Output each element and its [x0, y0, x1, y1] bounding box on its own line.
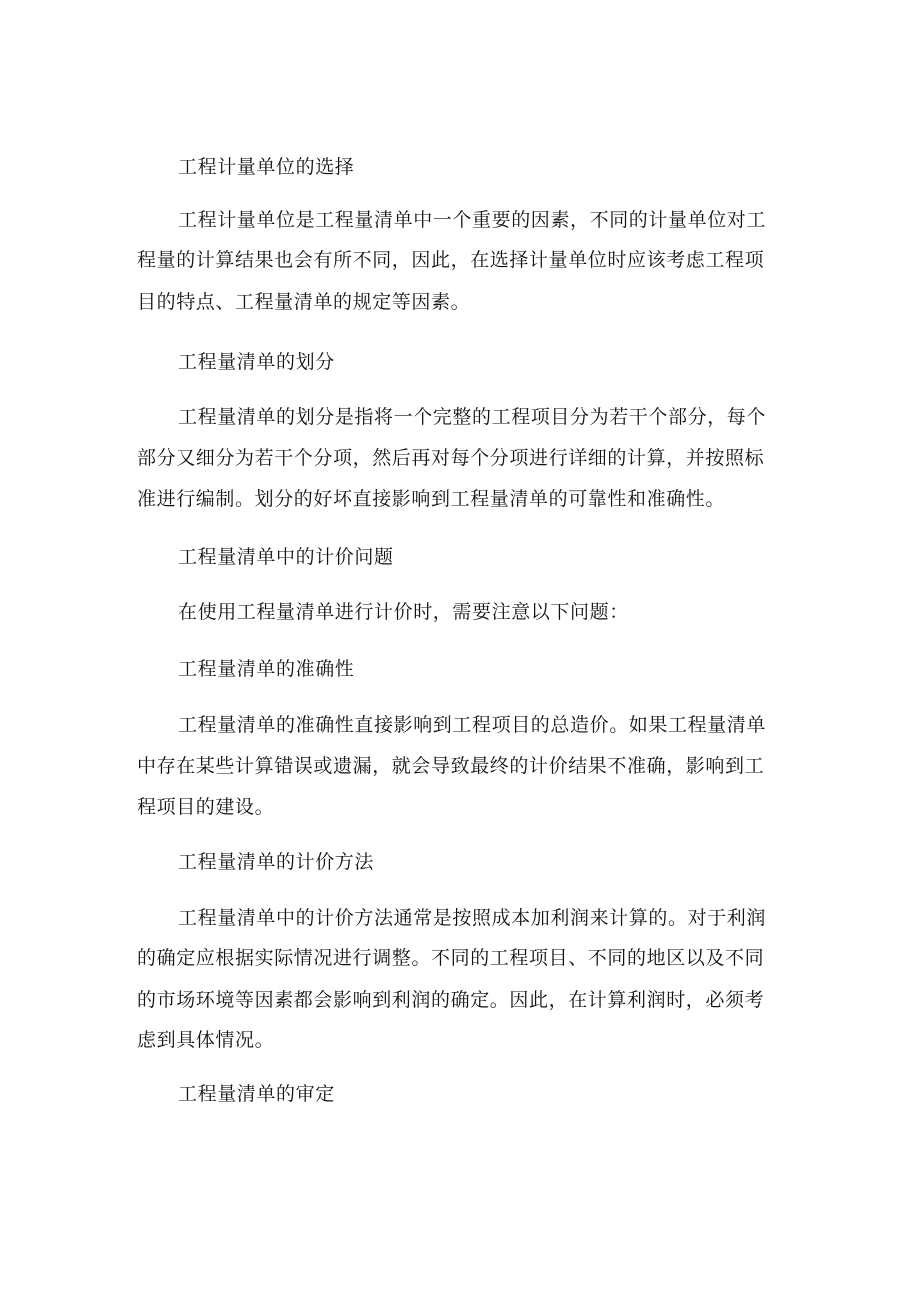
paragraph-line: 部分又细分为若干个分项，然后再对每个分项进行详细的计算，并按照标	[137, 447, 765, 469]
heading-accuracy: 工程量清单的准确性	[178, 658, 355, 680]
paragraph-line: 的确定应根据实际情况进行调整。不同的工程项目、不同的地区以及不同	[137, 947, 765, 969]
paragraph-line: 工程计量单位是工程量清单中一个重要的因素，不同的计量单位对工	[178, 209, 767, 231]
paragraph-line: 工程量清单的划分是指将一个完整的工程项目分为若干个部分，每个	[178, 406, 767, 428]
paragraph-line: 目的特点、工程量清单的规定等因素。	[137, 291, 471, 313]
heading-review: 工程量清单的审定	[178, 1083, 335, 1105]
paragraph-line: 中存在某些计算错误或遗漏，就会导致最终的计价结果不准确，影响到工	[137, 755, 765, 777]
heading-unit-selection: 工程计量单位的选择	[178, 156, 355, 178]
paragraph-line: 在使用工程量清单进行计价时，需要注意以下问题：	[178, 601, 629, 623]
paragraph-line: 工程量清单的准确性直接影响到工程项目的总造价。如果工程量清单	[178, 714, 767, 736]
heading-pricing-issues: 工程量清单中的计价问题	[178, 546, 394, 568]
paragraph-line: 准进行编制。划分的好坏直接影响到工程量清单的可靠性和准确性。	[137, 488, 726, 510]
paragraph-line: 程量的计算结果也会有所不同，因此，在选择计量单位时应该考虑工程项	[137, 249, 765, 271]
paragraph-line: 虑到具体情况。	[137, 1029, 275, 1051]
paragraph-line: 工程量清单中的计价方法通常是按照成本加利润来计算的。对于利润	[178, 907, 767, 929]
paragraph-line: 的市场环境等因素都会影响到利润的确定。因此，在计算利润时，必须考	[137, 989, 765, 1011]
heading-division: 工程量清单的划分	[178, 351, 335, 373]
heading-pricing-method: 工程量清单的计价方法	[178, 851, 375, 873]
paragraph-line: 程项目的建设。	[137, 796, 275, 818]
